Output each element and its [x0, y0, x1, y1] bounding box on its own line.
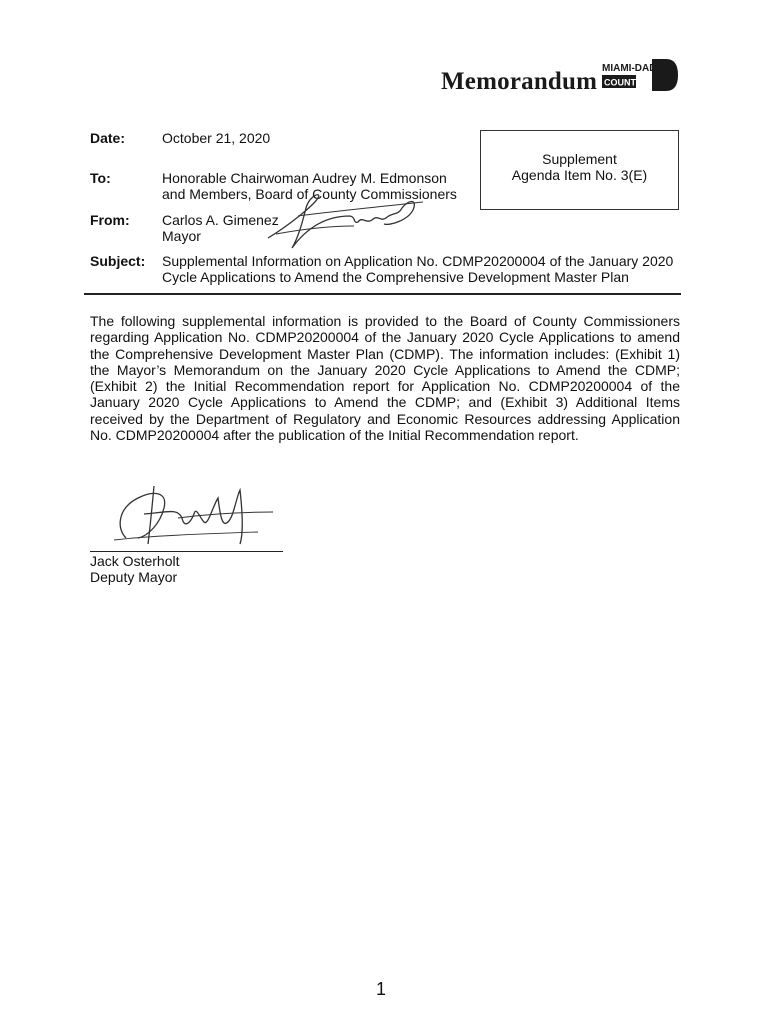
body-paragraph: The following supplemental information is provided to the Board of County Commissioners regarding Application No. CDMP20200004 of the January 2020 Cycle Applications to amend the Comprehensive Development Master Plan (CDMP). The information includes: (Exhibit 1) the Mayor’s Memorandum on the January 2020 Cycle Applications to Amend the CDMP; (Exhibit 2) the Initial Recommendation report for Application No. CDMP20200004 of the January 2020 Cycle Applications to Amend the CDMP; and (Exhibit 3) Additional Items received by the Department of Regulatory and Economic Resources addressing Application No. CDMP20200004 after the publication of the Initial Recommendation report.	[90, 313, 680, 444]
supplement-line-1: Supplement	[542, 151, 617, 167]
to-line-2: and Members, Board of County Commissioners	[162, 186, 457, 202]
supplement-box	[480, 130, 679, 210]
miami-dade-county-logo	[600, 57, 680, 93]
page-number: 1	[376, 979, 387, 999]
deputy-mayor-signature	[108, 478, 283, 550]
header-divider	[84, 293, 681, 295]
supplement-line-2: Agenda Item No. 3(E)	[511, 167, 648, 183]
logo-line2: COUNTY	[604, 77, 642, 88]
to-label: To:	[90, 170, 111, 186]
logo-line1: MIAMI-DADE	[602, 63, 664, 74]
signer-title: Deputy Mayor	[90, 569, 178, 585]
date-value: October 21, 2020	[162, 130, 271, 146]
subject-line-1: Supplemental Information on Application No. CDMP20200004 of the January 2020	[162, 253, 674, 269]
date-label: Date:	[90, 130, 126, 146]
from-line-1: Carlos A. Gimenez	[162, 212, 279, 228]
subject-line-2: Cycle Applications to Amend the Comprehensive Development Master Plan	[162, 269, 629, 285]
signer-name: Jack Osterholt	[90, 553, 180, 569]
memorandum-title: Memorandum	[441, 68, 598, 95]
to-line-1: Honorable Chairwoman Audrey M. Edmonson	[162, 170, 447, 186]
from-line-2: Mayor	[162, 228, 201, 244]
signature-line	[90, 551, 283, 552]
mayor-signature	[258, 186, 433, 256]
subject-label: Subject:	[90, 253, 146, 269]
from-label: From:	[90, 212, 130, 228]
